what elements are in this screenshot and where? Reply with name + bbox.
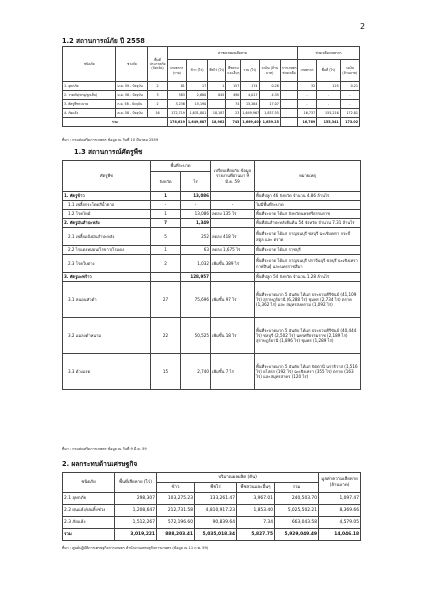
- cell-garden: 1,853.40: [237, 505, 275, 517]
- cell-rai: 13,086: [181, 210, 211, 219]
- table-row: [63, 354, 361, 390]
- table-row: [63, 318, 361, 354]
- cell-province: 27: [151, 282, 181, 318]
- table-row: [63, 282, 361, 318]
- header-provinces: พื้นที่ ประกาศภัย (จังหวัด): [148, 47, 167, 82]
- table-row: [63, 255, 361, 273]
- cell-change: ลดลง 135 ไร่: [211, 210, 255, 219]
- cell-rai: 50,525: [181, 318, 211, 354]
- cell-remark: พื้นที่ปลูก 46 จังหวัด จำนวน 4.86 ล้านไร่: [255, 192, 361, 201]
- cell-rice: 15,190: [186, 100, 207, 109]
- header-field-crops: พืชไร่ (ไร่): [208, 60, 226, 82]
- cell-area: 3,019,221: [115, 529, 157, 541]
- cell-garden: 7.34: [237, 517, 275, 529]
- cell-provinces: 16: [148, 109, 167, 118]
- cell-rai: 1,349: [181, 219, 211, 228]
- table-row: [63, 517, 361, 529]
- cell-total: 240,503.70: [275, 493, 319, 505]
- cell-aid-area: -: [317, 91, 341, 100]
- cell-pest: 1.2 โรคไหม้: [63, 210, 151, 219]
- header-farmers: เกษตรกร (ราย): [167, 60, 186, 82]
- header-comparison: เปรียบเทียบกับ ข้อมูลรายงานที่ผ่านมา 9 มี.ค. 59: [211, 161, 255, 192]
- cell-type: 2.2 ฝนแล้ง/ฝนทิ้งช่วง: [63, 505, 115, 517]
- cell-rice: 2,680: [186, 91, 207, 100]
- disaster-situation-table: [62, 46, 360, 127]
- cell-change: [211, 273, 255, 282]
- cell-aid-area: 155,341: [317, 118, 341, 127]
- cell-empty: [280, 109, 297, 118]
- cell-field: 1: [208, 82, 226, 91]
- cell-provinces: 2: [148, 82, 167, 91]
- cell-remark: ไม่มีพื้นที่ระบาด: [255, 201, 361, 210]
- cell-remark: พื้นที่มันสำปะหลังยืนต้น 54 จังหวัด จำนวน 7.31 ล้านไร่: [255, 219, 361, 228]
- table-row: [63, 100, 360, 109]
- cell-rai: 128,957: [181, 273, 211, 282]
- cell-rai: -: [181, 201, 211, 210]
- cell-aid-money: -: [340, 91, 359, 100]
- cell-period: ม.ค. 59 - ปัจจุบัน: [116, 82, 148, 91]
- cell-farmers: 583: [167, 91, 186, 100]
- header-pest: ศัตรูพืช: [63, 161, 151, 192]
- cell-value: 8,369.66: [319, 505, 361, 517]
- cell-total: 663,043.58: [275, 517, 319, 529]
- cell-aid-farmers: 16,737: [297, 109, 316, 118]
- cell-aid-farmers: 16,769: [297, 118, 316, 127]
- cell-remark: พื้นที่ระบาด ได้แก่ จังหวัดนครศรีธรรมราช: [255, 210, 361, 219]
- header-assistance: ช่วยเหลือเกษตรกร: [297, 47, 359, 60]
- cell-garden: 157: [226, 82, 241, 91]
- table-row: [63, 219, 361, 228]
- cell-farmers: 3,236: [167, 100, 186, 109]
- cell-pest: 2.2 ไรแดงหม่อน/ไรขาว/ไรแดง: [63, 246, 151, 255]
- cell-rai: 13,086: [181, 192, 211, 201]
- cell-provinces: 3: [148, 91, 167, 100]
- section-1-2-title: 1.2 สถานการณ์ภัย ปี 2558: [62, 37, 145, 45]
- header-damaged-area: พื้นที่เสียหาย (ไร่): [115, 473, 157, 493]
- section-1-3-title: 1.3 สถานการณ์ศัตรูพืช: [74, 148, 143, 156]
- cell-value: 14,046.18: [319, 529, 361, 541]
- section-1-2-source: ที่มา : กรมส่งเสริมการเกษตร ข้อมูล ณ วันที่ 10 มีนาคม 2559: [62, 138, 159, 142]
- header-outbreak-area: พื้นที่ระบาด: [151, 161, 211, 172]
- cell-aid-money: -: [340, 100, 359, 109]
- table-row: [63, 91, 360, 100]
- cell-rai: 63: [181, 246, 211, 255]
- cell-remark: พื้นที่ระบาด ได้แก่ กาญจนบุรี ปราจีนบุรี ชลบุรี ฉะเชิงเทรา กาฬสินธุ์ และนครราชสีมา: [255, 255, 361, 273]
- cell-provinces: 2: [148, 100, 167, 109]
- cell-remark: พื้นที่ระบาดมาก 5 อันดับ ได้แก่ ประจวบคีรีขันธ์ (40,444 ไร่) ชลบุรี (2,502 ไร่) นครศรีธรรมราช (2,189 ไร่) สุราษฎร์ธานี (1,896 ไร่) ชุมพร (1,289 ไร่): [255, 318, 361, 354]
- cell-pest: 3.3 ด้วงแรด: [63, 354, 151, 390]
- table-row: [63, 228, 361, 246]
- cell-province: 7: [151, 219, 181, 228]
- cell-pest: 1.1 เพลี้ยกระโดดสีน้ำตาล: [63, 201, 151, 210]
- table-row: [63, 246, 361, 255]
- header-field-crops: พืชไร่: [195, 483, 237, 493]
- header-aid-money: วงเงิน (ล้านบาท): [340, 60, 359, 82]
- cell-pest: 1. ศัตรูข้าว: [63, 192, 151, 201]
- cell-total: 174: [241, 82, 259, 91]
- cell-aid-farmers: -: [297, 91, 316, 100]
- cell-period: ก.ย. 58 - ปัจจุบัน: [116, 100, 148, 109]
- table-row: [63, 273, 361, 282]
- cell-total: 1,669,402: [241, 118, 259, 127]
- cell-type: 2.1 อุทกภัย: [63, 493, 115, 505]
- cell-garden: 3,967.01: [237, 493, 275, 505]
- header-province: จังหวัด: [151, 172, 181, 192]
- cell-province: 22: [151, 318, 181, 354]
- cell-aid-money: 0.21: [340, 82, 359, 91]
- cell-empty: [280, 100, 297, 109]
- cell-total: 5,929,049.49: [275, 529, 319, 541]
- cell-aid-farmers: -: [297, 100, 316, 109]
- cell-rai: 75,696: [181, 282, 211, 318]
- header-rice: ข้าว: [157, 483, 195, 493]
- cell-value: 4,579.05: [319, 517, 361, 529]
- cell-province: 2: [151, 255, 181, 273]
- cell-change: -: [211, 201, 255, 210]
- cell-money: 0.28: [259, 82, 280, 91]
- cell-field: 5,035,018.34: [195, 529, 237, 541]
- header-damage-value: มูลค่าความเสียหาย (ล้านบาท): [319, 473, 361, 493]
- cell-rice: 212,731.58: [157, 505, 195, 517]
- header-disaster-type: ชนิดภัย: [63, 47, 116, 82]
- cell-area: 298,307: [115, 493, 157, 505]
- cell-type: 2. วาตภัย(พายุ/ลูกเห็บ): [63, 91, 116, 100]
- cell-remark: พื้นที่ระบาด ได้แก่ กาญจนบุรี ชลบุรี ฉะเชิงเทรา กระบี่ สตูล และ ตราด: [255, 228, 361, 246]
- cell-change: ลดลง 1,675 ไร่: [211, 246, 255, 255]
- header-rai: ไร่: [181, 172, 211, 192]
- cell-garden: 5,827.75: [237, 529, 275, 541]
- cell-rice: 103,275.23: [157, 493, 195, 505]
- cell-pest: 2. ศัตรูมันสำปะหลัง: [63, 219, 151, 228]
- cell-money: 4.35: [259, 91, 280, 100]
- cell-aid-money: 172.81: [340, 109, 359, 118]
- cell-aid-area: -: [317, 100, 341, 109]
- header-remark: หมายเหตุ: [255, 161, 361, 192]
- cell-total-label: รวม: [63, 118, 168, 127]
- cell-change: เพิ่มขึ้น 389 ไร่: [211, 255, 255, 273]
- cell-field: [208, 100, 226, 109]
- cell-money: 1,859.25: [259, 118, 280, 127]
- cell-aid-area: 155,216: [317, 109, 341, 118]
- cell-rai: 2,740: [181, 354, 211, 390]
- cell-area: 1,208,647: [115, 505, 157, 517]
- table-row: [63, 210, 361, 219]
- cell-total: 15,264: [241, 100, 259, 109]
- cell-garden: 23: [226, 109, 241, 118]
- table-row: [63, 493, 361, 505]
- cell-change: เพิ่มขึ้น 97 ไร่: [211, 282, 255, 318]
- cell-money: 1,837.55: [259, 109, 280, 118]
- header-total: รวม: [275, 483, 319, 493]
- cell-remark: พื้นที่ระบาดมาก 5 อันดับ ได้แก่ ปัตตานี นราธิวาส (1,516 ไร่) ยโสธร (192 ไร่) ฉะเชิงเทรา (355 ไร่) ตราด (163 ไร่) และสมุทรสาคร (120 ไร่): [255, 354, 361, 390]
- cell-field: 4,810,917.23: [195, 505, 237, 517]
- cell-remark: พื้นที่ปลูก 54 จังหวัด จำนวน 1.28 ล้านไร่: [255, 273, 361, 282]
- cell-type: 1. อุทกภัย: [63, 82, 116, 91]
- section-2-source: ที่มา : ศูนย์ปฏิบัติการเศรษฐกิจการเกษตร สำนักงานเศรษฐกิจการเกษตร (ข้อมูล ณ 11 ก.พ. 59): [62, 546, 209, 550]
- cell-change: เพิ่มขึ้น 18 ไร่: [211, 318, 255, 354]
- cell-field: 18,187: [208, 109, 226, 118]
- cell-period: ต.ค. 58 - ปัจจุบัน: [116, 109, 148, 118]
- cell-aid-money: 173.02: [340, 118, 359, 127]
- header-compensation: ค่าชดเชยผลเสียหาย: [167, 47, 297, 60]
- table-row: [63, 82, 360, 91]
- cell-province: 5: [151, 228, 181, 246]
- table-row: [63, 505, 361, 517]
- cell-pest: 2.3 โรคใบด่าง: [63, 255, 151, 273]
- section-1-3-source: ที่มา : กรมส่งเสริมการเกษตร ข้อมูล ณ วันที่ 9 มี.ค. 59: [62, 447, 147, 451]
- cell-total-label: รวม: [63, 529, 115, 541]
- cell-total: 4,017: [241, 91, 259, 100]
- cell-province: 1: [151, 192, 181, 201]
- cell-garden: 74: [226, 100, 241, 109]
- cell-pest: 3. ศัตรูมะพร้าว: [63, 273, 151, 282]
- table-row: [63, 201, 361, 210]
- cell-rice: 1,631,801: [186, 109, 207, 118]
- cell-type: 2.3 ภัยแล้ง: [63, 517, 115, 529]
- cell-field: 90,839.64: [195, 517, 237, 529]
- cell-type: 4. ภัยแล้ง: [63, 109, 116, 118]
- cell-pest: 2.1 เพลี้ยแป้งมันสำปะหลัง: [63, 228, 151, 246]
- cell-change: เพิ่มขึ้น 7 ไร่: [211, 354, 255, 390]
- cell-area: 1,512,267: [115, 517, 157, 529]
- cell-change: ลดลง 418 ไร่: [211, 228, 255, 246]
- cell-total: 5,025,502.21: [275, 505, 319, 517]
- cell-empty: [280, 82, 297, 91]
- cell-money: 17.07: [259, 100, 280, 109]
- cell-province: 1: [151, 246, 181, 255]
- pest-situation-table: [62, 160, 361, 390]
- cell-pest: 3.2 แมลงดำหนาม: [63, 318, 151, 354]
- cell-aid-area: 125: [317, 82, 341, 91]
- cell-rai: 252: [181, 228, 211, 246]
- cell-empty: [280, 91, 297, 100]
- header-garden: พืชสวน และอื่นๆ: [226, 60, 241, 82]
- cell-farmers: 81: [167, 82, 186, 91]
- cell-pest: 3.1 หนอนหัวดำ: [63, 282, 151, 318]
- cell-farmers: 172,719: [167, 109, 186, 118]
- cell-province: [151, 273, 181, 282]
- cell-province: 15: [151, 354, 181, 390]
- table-row: [63, 109, 360, 118]
- header-garden: พืชสวนและอื่นๆ: [237, 483, 275, 493]
- header-period: ช่วงภัย: [116, 47, 148, 82]
- header-rice: ข้าว (ไร่): [186, 60, 207, 82]
- header-farmers-unit: การเกษตร ช่วยเหลือ: [280, 60, 297, 82]
- cell-change: [211, 219, 255, 228]
- section-2-title: 2. ผลกระทบด้านเศรษฐกิจ: [62, 460, 138, 468]
- header-disaster-type: ชนิดภัย: [63, 473, 115, 493]
- header-production-volume: ปริมาณผลผลิต (ตัน): [157, 473, 319, 483]
- table-row: [63, 192, 361, 201]
- cell-type: 3. ศัตรูพืชระบาด: [63, 100, 116, 109]
- total-row: [63, 118, 360, 127]
- header-aid-area: พื้นที่ (ไร่): [317, 60, 341, 82]
- cell-period: ม.ค. 58 - ปัจจุบัน: [116, 91, 148, 100]
- header-total-rai: รวม (ไร่): [241, 60, 259, 82]
- cell-farmers: 176,619: [167, 118, 186, 127]
- cell-province: 1: [151, 210, 181, 219]
- cell-field: 133,261.47: [195, 493, 237, 505]
- cell-rice: 572,196.60: [157, 517, 195, 529]
- header-aid-farmers: เกษตรกร: [297, 60, 316, 82]
- cell-rai: 1,032: [181, 255, 211, 273]
- cell-total: 1,649,967: [241, 109, 259, 118]
- total-row: [63, 529, 361, 541]
- header-money: วงเงิน (ล้านบาท): [259, 60, 280, 82]
- cell-province: -: [151, 201, 181, 210]
- cell-rice: 17: [186, 82, 207, 91]
- economic-impact-table: [62, 472, 361, 541]
- cell-aid-farmers: 32: [297, 82, 316, 91]
- cell-field: 845: [208, 91, 226, 100]
- cell-change: [211, 192, 255, 201]
- cell-rice: 888,203.41: [157, 529, 195, 541]
- cell-garden: 490: [226, 91, 241, 100]
- cell-remark: พื้นที่ระบาดมาก 5 อันดับ ได้แก่ ประจวบคีรีขันธ์ (41,109 ไร่) สุราษฎร์ธานี (6,288 ไร่) ชุมพร (2,734 ไร่) ตราด (1,362 ไร่) และ สมุทรสงคราม (1,092 ไร่): [255, 282, 361, 318]
- cell-rice: 1,649,687: [186, 118, 207, 127]
- page-number: 2: [360, 22, 366, 31]
- cell-garden: 743: [226, 118, 241, 127]
- cell-field: 18,962: [208, 118, 226, 127]
- cell-remark: พื้นที่ระบาด ได้แก่ ราชบุรี: [255, 246, 361, 255]
- cell-value: 1,097.47: [319, 493, 361, 505]
- cell-empty: [280, 118, 297, 127]
